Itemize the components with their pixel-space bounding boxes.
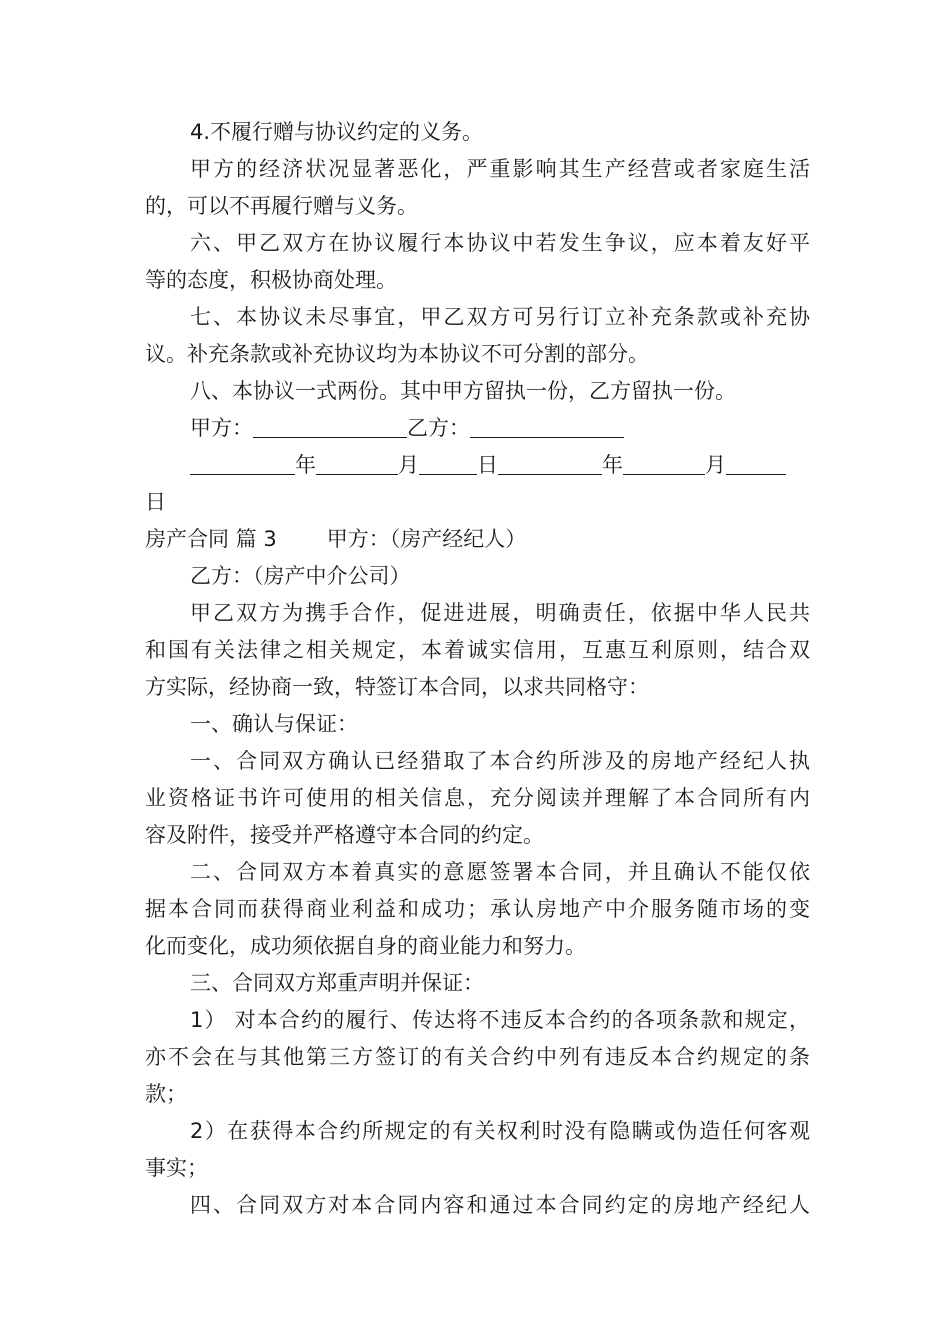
list-item-line: 2）在获得本合约所规定的有关权利时没有隐瞒或伪造任何客观 [190,1119,810,1143]
paragraph-line: 四、合同双方对本合同内容和通过本合同约定的房地产经纪人 [190,1193,810,1217]
list-item-line: 1） 对本合约的履行、传达将不违反本合约的各项条款和规定， [190,1008,810,1032]
list-item-line: 亦不会在与其他第三方签订的有关合约中列有违反本合约规定的条 [145,1045,810,1069]
month-label: 月 [705,453,726,477]
paragraph-line: 一、合同双方确认已经猎取了本合约所涉及的房地产经纪人执 [190,749,810,773]
section-heading-line [145,521,810,558]
paragraph-line: 和国有关法律之相关规定，本着诚实信用，互惠互利原则，结合双 [145,638,810,662]
signature-parties-line [145,410,810,447]
paragraph-line: 八、本协议一式两份。其中甲方留执一份，乙方留执一份。 [190,379,736,403]
paragraph-line: 七、本协议未尽事宜，甲乙双方可另行订立补充条款或补充协 [190,305,810,329]
paragraph-line: 二、合同双方本着真实的意愿签署本合同，并且确认不能仅依 [190,860,810,884]
month-blank [316,452,398,475]
month-blank [623,452,705,475]
party-a-label: 甲方： [190,416,253,440]
clause-title: 三、合同双方郑重声明并保证： [190,971,484,995]
signature-date-line [145,447,810,484]
day-blank [726,452,786,475]
document-body [145,114,810,1224]
year-blank [498,452,602,475]
day-blank [419,452,477,475]
paragraph-line: 六、甲乙双方在协议履行本协议中若发生争议，应本着友好平 [190,231,810,255]
party-b-role: 乙方：（房产中介公司） [190,564,411,588]
party-a-signature-blank [253,415,407,438]
paragraph-line: 据本合同而获得商业利益和成功；承认房地产中介服务随市场的变 [145,897,810,921]
paragraph-line: 容及附件，接受并严格遵守本合同的约定。 [145,823,544,847]
paragraph-line: 业资格证书许可使用的相关信息，充分阅读并理解了本合同所有内 [145,786,810,810]
list-item-line: 事实； [145,1156,208,1180]
party-a-role: 甲方：（房产经纪人） [326,527,527,551]
paragraph-line: 的，可以不再履行赠与义务。 [145,194,418,218]
clause-title: 一、确认与保证： [190,712,358,736]
paragraph-line: 甲方的经济状况显著恶化，严重影响其生产经营或者家庭生活 [190,157,810,181]
section-heading: 房产合同 篇 3 [145,527,277,551]
day-label: 日 [477,453,498,477]
year-label: 年 [602,453,623,477]
year-blank [190,452,295,475]
list-item-line: 款； [145,1082,187,1106]
party-b-signature-blank [470,415,624,438]
paragraph-line: 方实际，经协商一致，特签订本合同，以求共同格守： [145,675,649,699]
month-label: 月 [398,453,419,477]
paragraph-line: 4.不履行赠与协议约定的义务。 [190,120,484,144]
paragraph-line: 议。补充条款或补充协议均为本协议不可分割的部分。 [145,342,649,366]
year-label: 年 [295,453,316,477]
signature-day-wrap: 日 [145,490,166,514]
paragraph-line: 等的态度，积极协商处理。 [145,268,397,292]
paragraph-line: 甲乙双方为携手合作，促进进展，明确责任，依据中华人民共 [190,601,810,625]
paragraph-line: 化而变化，成功须依据自身的商业能力和努力。 [145,934,586,958]
party-b-label: 乙方： [407,416,470,440]
